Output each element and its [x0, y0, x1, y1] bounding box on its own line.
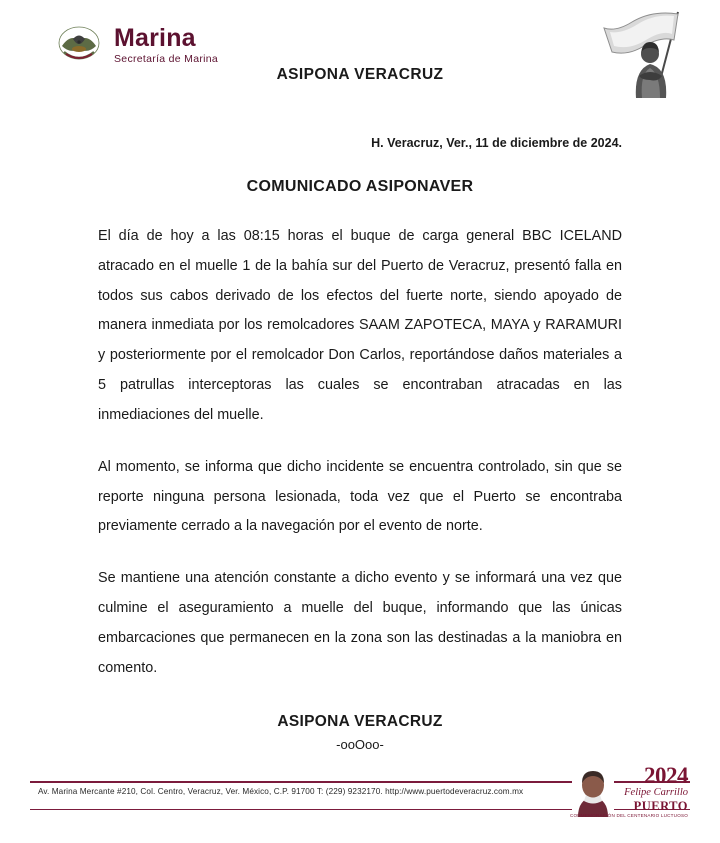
footer-address: Av. Marina Mercante #210, Col. Centro, Veracruz, Ver. México, C.P. 91700 T: (229) 9232170. http://www.puertodeveracruz.com.mx: [38, 787, 524, 796]
felipe-carrillo-puerto-portrait-icon: [572, 765, 614, 817]
badge-name-bold: PUERTO: [633, 799, 688, 813]
mexican-eagle-seal-icon: [56, 22, 102, 68]
signature-line: ASIPONA VERACRUZ: [277, 713, 443, 731]
closing-mark: -ooOoo-: [336, 737, 384, 753]
comunicado-title: COMUNICADO ASIPONAVER: [246, 178, 474, 195]
page-title: ASIPONA VERACRUZ: [276, 66, 444, 83]
date-line: H. Veracruz, Ver., 11 de diciembre de 2024.: [371, 136, 622, 150]
marina-brand: [56, 22, 218, 68]
brand-text-block: [114, 23, 219, 65]
paragraph-3: Se mantiene una atención constante a dicho evento y se informará una vez que culmine el aseguramiento a muelle del buque, informando que las únicas embarcaciones que permanecen en la zona son las destinadas a la maniobra en comento.: [98, 570, 622, 676]
document-body: [0, 136, 720, 752]
badge-name-italic: Felipe Carrillo: [624, 787, 688, 798]
soldadera-with-flag-icon: [582, 8, 694, 100]
badge-year: 2024: [644, 763, 688, 788]
centenario-badge: [572, 761, 692, 823]
brand-title: Marina: [114, 23, 196, 52]
brand-subtitle: Secretaría de Marina: [114, 52, 219, 65]
document-header: [0, 0, 720, 120]
paragraph-1: El día de hoy a las 08:15 horas el buque de carga general BBC ICELAND atracado en el muelle 1 de la bahía sur del Puerto de Veracruz, presentó falla en todos sus cabos derivado de los efectos del fuerte norte, siendo apoyado de manera inmediata por los remolcadores SAAM ZAPOTECA, MAYA y RARAMURI y posteriormente por el remolcador Don Carlos, reportándose daños materiales a 5 patrullas interceptoras las cuales se encontraban atracadas en las inmediaciones del muelle.: [98, 228, 622, 423]
document-footer: [0, 763, 720, 843]
paragraph-2: Al momento, se informa que dicho incidente se encuentra controlado, sin que se reporte ninguna persona lesionada, toda vez que el Puerto se encontraba previamente cerrado a la navegación por el evento de norte.: [98, 458, 622, 535]
badge-subtitle: CONMEMORACIÓN DEL CENTENARIO LUCTUOSO: [570, 813, 688, 818]
